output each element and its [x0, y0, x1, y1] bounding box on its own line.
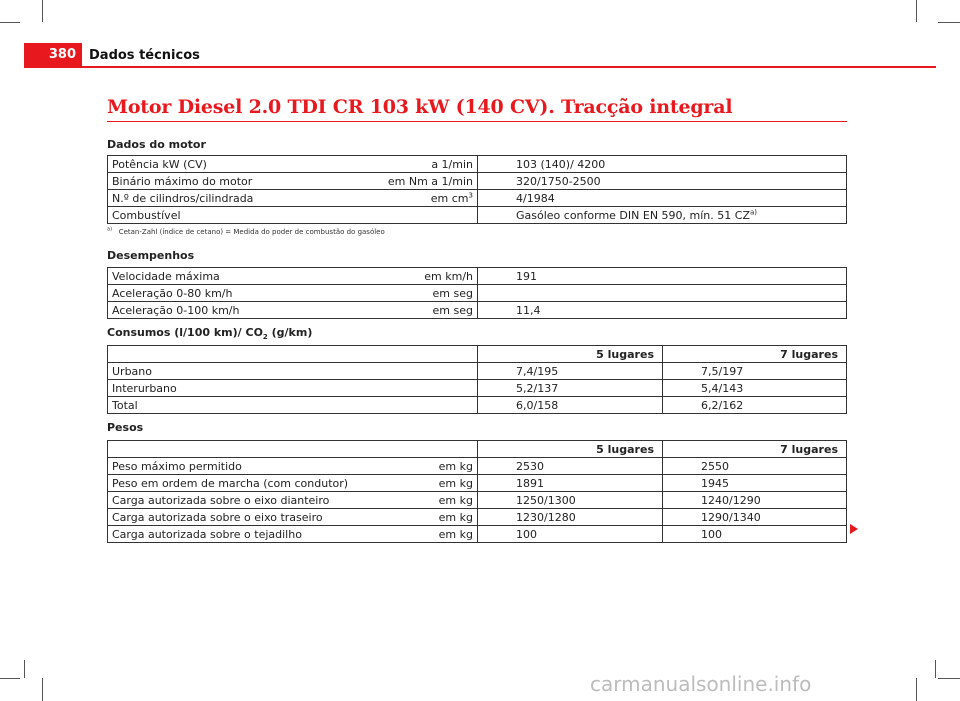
row-label: Aceleração 0-100 km/h	[112, 303, 240, 317]
row-value-7: 1240/1290	[663, 492, 847, 509]
header-empty	[108, 441, 478, 458]
row-unit: em km/h	[424, 269, 473, 283]
header-empty	[108, 346, 478, 363]
table-header-row	[108, 441, 847, 458]
unit-superscript: 3	[468, 190, 473, 199]
row-value	[478, 207, 847, 224]
crop-mark	[938, 678, 960, 679]
row-unit: em kg	[438, 459, 473, 473]
table-row	[108, 302, 847, 319]
heading-text: (g/km)	[267, 326, 313, 339]
footnote-text: Cetan-Zahl (índice de cetano) = Medida do poder de combustão do gasóleo	[118, 228, 385, 236]
footnote	[107, 228, 385, 236]
row-value-7: 1945	[663, 475, 847, 492]
engine-heading: Dados do motor	[107, 138, 206, 151]
cell-label	[108, 173, 478, 190]
row-unit: em kg	[438, 476, 473, 490]
row-label: Carga autorizada sobre o tejadilho	[112, 527, 302, 541]
engine-table	[107, 155, 847, 224]
footnote-ref: a)	[750, 207, 758, 216]
crop-mark	[24, 660, 25, 678]
table-row	[108, 285, 847, 302]
column-header: 7 lugares	[663, 441, 847, 458]
row-label: Total	[108, 397, 478, 414]
table-row	[108, 492, 847, 509]
weights-heading: Pesos	[107, 421, 144, 434]
row-value: 11,4	[478, 302, 847, 319]
row-unit: em kg	[438, 527, 473, 541]
cell-label	[108, 492, 478, 509]
table-row	[108, 363, 847, 380]
row-unit: em kg	[438, 510, 473, 524]
table-row	[108, 156, 847, 173]
row-value-5: 100	[478, 526, 663, 543]
crop-mark	[938, 22, 960, 23]
table-row	[108, 458, 847, 475]
crop-mark	[0, 22, 20, 23]
column-header: 5 lugares	[478, 346, 663, 363]
row-value-7: 7,5/197	[663, 363, 847, 380]
row-value-7: 2550	[663, 458, 847, 475]
footnote-mark: a)	[107, 226, 113, 233]
section-title: Dados técnicos	[89, 48, 200, 63]
row-label: N.º de cilindros/cilindrada	[112, 191, 254, 205]
row-unit: em kg	[438, 493, 473, 507]
cell-label	[108, 285, 478, 302]
cell-label	[108, 190, 478, 207]
row-value-7: 5,4/143	[663, 380, 847, 397]
row-unit: em seg	[432, 303, 473, 317]
crop-mark	[916, 0, 917, 22]
table-row	[108, 173, 847, 190]
crop-mark	[42, 0, 43, 22]
row-label: Velocidade máxima	[112, 269, 220, 283]
table-row	[108, 207, 847, 224]
cell-label	[108, 302, 478, 319]
row-label: Urbano	[108, 363, 478, 380]
cell-label	[108, 156, 478, 173]
row-value-5: 7,4/195	[478, 363, 663, 380]
table-row	[108, 526, 847, 543]
row-value-7: 6,2/162	[663, 397, 847, 414]
continue-arrow-icon	[850, 524, 858, 534]
row-value: 191	[478, 268, 847, 285]
row-label: Binário máximo do motor	[112, 174, 253, 188]
table-row	[108, 509, 847, 526]
row-value-5: 6,0/158	[478, 397, 663, 414]
performance-table	[107, 267, 847, 319]
row-value-5: 2530	[478, 458, 663, 475]
value-text: Gasóleo conforme DIN EN 590, mín. 51 CZ	[516, 208, 750, 222]
cell-label	[108, 458, 478, 475]
performance-heading: Desempenhos	[107, 249, 195, 262]
row-value: 103 (140)/ 4200	[478, 156, 847, 173]
cell-label	[108, 526, 478, 543]
page-number: 380	[24, 43, 82, 66]
cell-label	[108, 475, 478, 492]
crop-mark	[42, 678, 43, 701]
row-label: Combustível	[112, 208, 181, 222]
unit-text: em cm	[430, 191, 469, 205]
column-header: 7 lugares	[663, 346, 847, 363]
page-title: Motor Diesel 2.0 TDI CR 103 kW (140 CV). Tracção integral	[107, 96, 733, 118]
watermark: carmanualsonline.info	[590, 672, 812, 696]
header-divider	[24, 66, 936, 68]
cell-label	[108, 268, 478, 285]
table-row	[108, 475, 847, 492]
row-label: Peso máximo permitido	[112, 459, 242, 473]
row-unit: em Nm a 1/min	[387, 174, 473, 188]
crop-mark	[935, 660, 936, 678]
table-row	[108, 397, 847, 414]
row-value-5: 1891	[478, 475, 663, 492]
row-unit	[431, 191, 473, 206]
consumption-table	[107, 345, 847, 414]
crop-mark	[0, 678, 20, 679]
cell-label	[108, 207, 478, 224]
table-row	[108, 190, 847, 207]
table-row	[108, 380, 847, 397]
row-label: Carga autorizada sobre o eixo dianteiro	[112, 493, 330, 507]
crop-mark	[916, 678, 917, 701]
row-value: 4/1984	[478, 190, 847, 207]
heading-subscript: 2	[262, 333, 268, 342]
consumption-heading	[107, 326, 313, 342]
row-label: Potência kW (CV)	[112, 157, 207, 171]
table-row	[108, 268, 847, 285]
table-header-row	[108, 346, 847, 363]
row-label: Aceleração 0-80 km/h	[112, 286, 233, 300]
row-label: Carga autorizada sobre o eixo traseiro	[112, 510, 323, 524]
cell-label	[108, 509, 478, 526]
row-value: 320/1750-2500	[478, 173, 847, 190]
row-value-5: 5,2/137	[478, 380, 663, 397]
row-unit: em seg	[432, 286, 473, 300]
row-value-5: 1230/1280	[478, 509, 663, 526]
row-value-7: 100	[663, 526, 847, 543]
title-divider	[107, 121, 847, 122]
row-value-5: 1250/1300	[478, 492, 663, 509]
row-value	[478, 285, 847, 302]
heading-text: Consumos (l/100 km)/ CO	[107, 326, 263, 339]
weights-table	[107, 440, 847, 543]
row-label: Interurbano	[108, 380, 478, 397]
column-header: 5 lugares	[478, 441, 663, 458]
row-unit: a 1/min	[431, 157, 473, 171]
row-label: Peso em ordem de marcha (com condutor)	[112, 476, 349, 490]
row-value-7: 1290/1340	[663, 509, 847, 526]
